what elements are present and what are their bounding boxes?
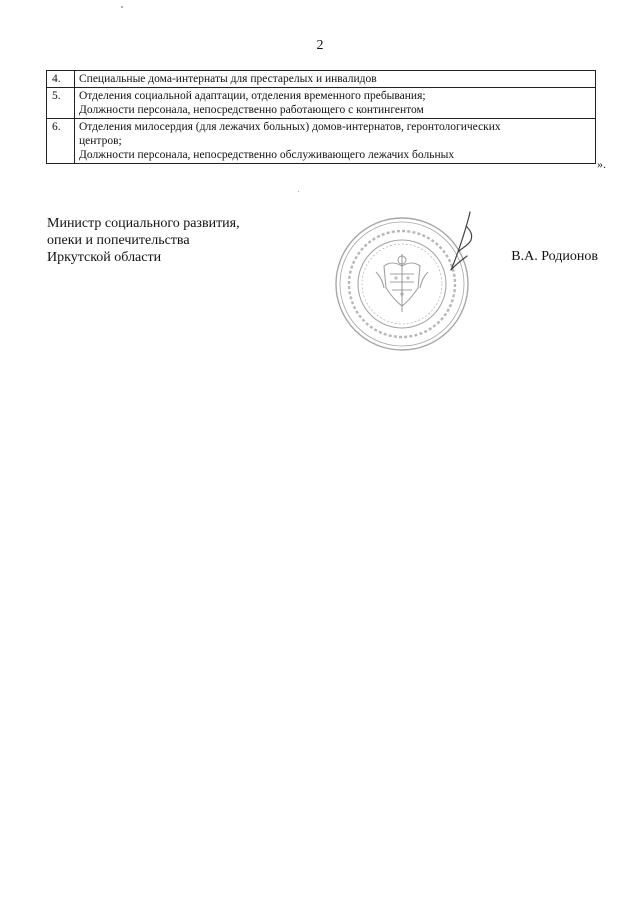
row-text-line: Специальные дома-интернаты для престарелых и инвалидов [79, 73, 377, 85]
signer-title [47, 215, 240, 266]
row-text-line: Отделения милосердия (для лежачих больных) домов-интернатов, геронтологических [79, 121, 501, 133]
row-text [75, 119, 596, 164]
table-row [47, 71, 596, 88]
row-text-line: Должности персонала, непосредственно работающего с контингентом [79, 104, 424, 116]
table-row [47, 88, 596, 119]
positions-table [46, 70, 596, 164]
scan-speck [298, 191, 299, 192]
row-text [75, 71, 596, 88]
scan-speck [121, 6, 123, 8]
signer-name: В.А. Родионов [511, 249, 598, 264]
row-number: 6. [47, 119, 75, 164]
table-row [47, 119, 596, 164]
row-number: 4. [47, 71, 75, 88]
row-text-line: Должности персонала, непосредственно обслуживающего лежачих больных [79, 149, 455, 161]
row-text [75, 88, 596, 119]
signer-title-line: Иркутской области [47, 250, 162, 265]
signer-title-line: опеки и попечительства [47, 233, 190, 248]
closing-quote: ». [597, 157, 606, 171]
handwritten-signature-icon [440, 208, 480, 280]
row-number: 5. [47, 88, 75, 119]
row-text-line: центров; [79, 135, 122, 147]
signer-title-line: Министр социального развития, [47, 216, 240, 231]
row-text-line: Отделения социальной адаптации, отделения временного пребывания; [79, 90, 426, 102]
page-number: 2 [316, 38, 324, 53]
